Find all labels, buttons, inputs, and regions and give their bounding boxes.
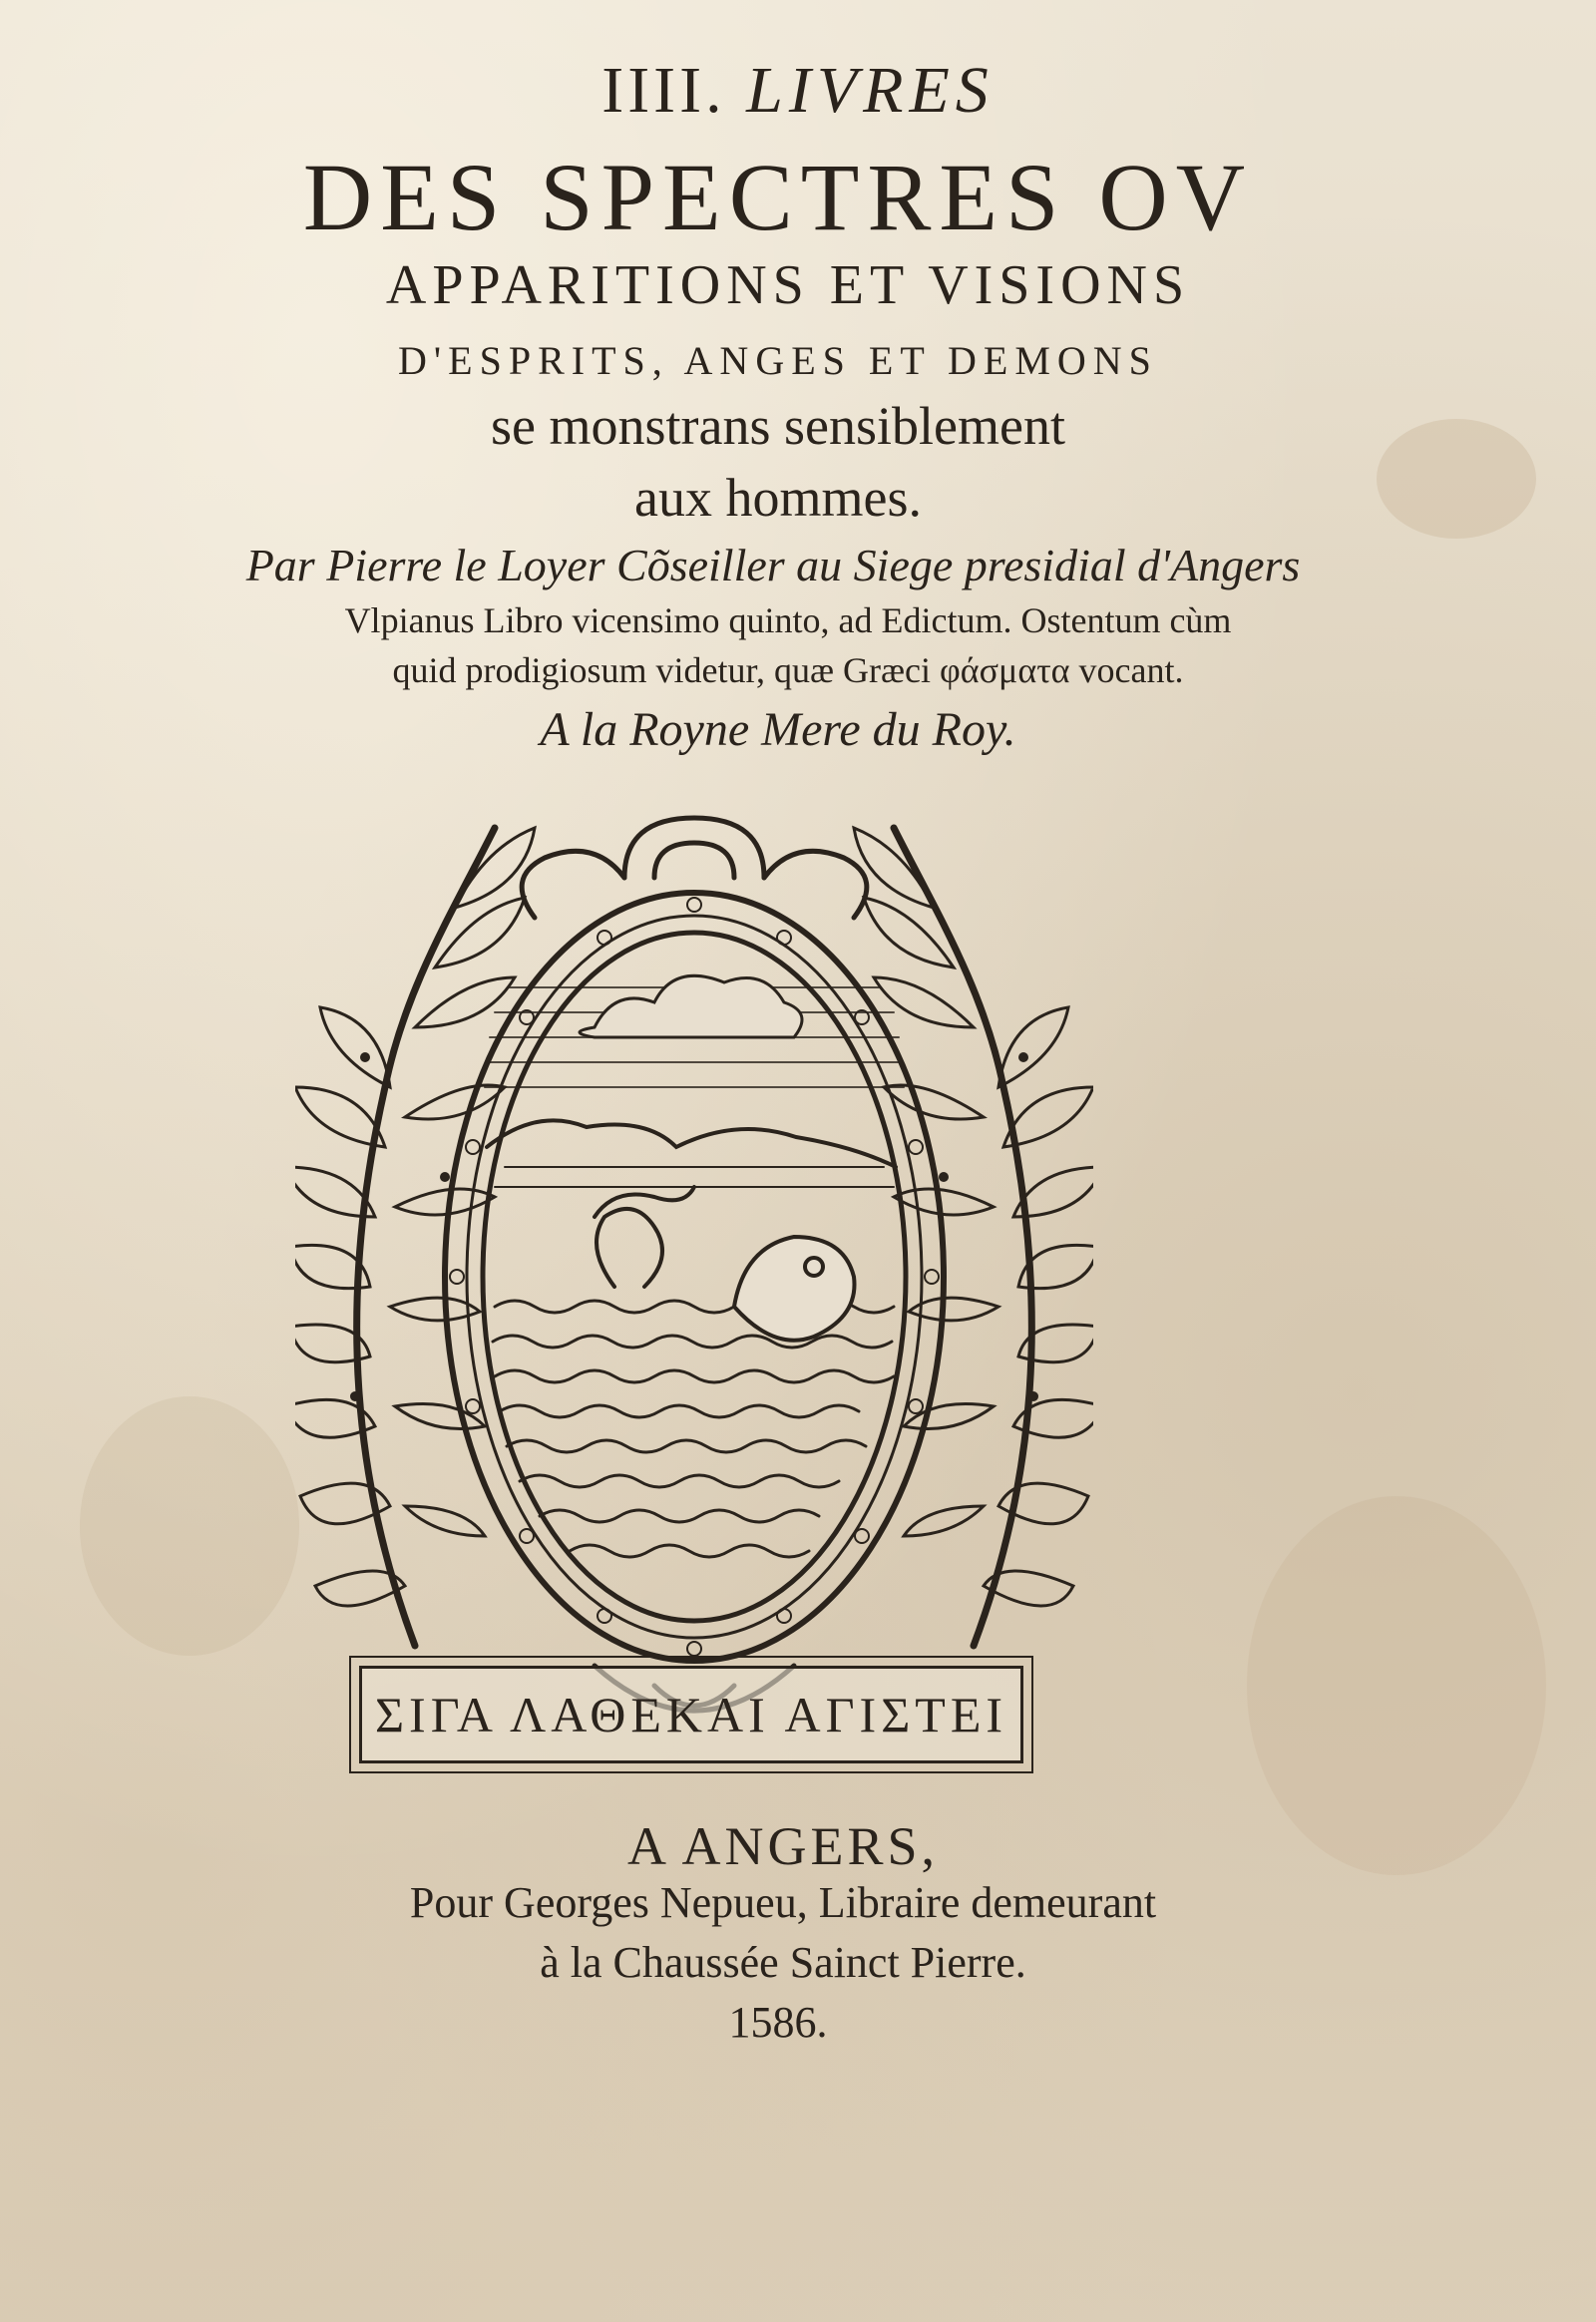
waves	[493, 1301, 894, 1557]
main-title: DES SPECTRES OV	[302, 144, 1254, 250]
paper-stain	[80, 1396, 299, 1656]
mountains	[487, 1120, 896, 1167]
book-count-heading	[0, 54, 1596, 127]
subtitle-line-4: aux hommes.	[634, 468, 922, 528]
subtitle-line-2: D'ESPRITS, ANGES ET DEMONS	[398, 338, 1158, 383]
imprint-publisher-line-2: à la Chaussée Sainct Pierre.	[540, 1938, 1026, 1987]
head-numeral: IIII.	[601, 54, 726, 127]
cloud	[580, 975, 802, 1037]
epigraph-line-1: Vlpianus Libro vicensimo quinto, ad Edictum. Ostentum cùm	[344, 600, 1232, 640]
woodcut-motto: ΣΙΓΑ ΛΑΘΕΚΑΙ ΑΓΙΣΤΕΙ	[374, 1687, 1008, 1742]
right-laurel-branch	[854, 828, 1093, 1646]
dedication: A la Royne Mere du Roy.	[540, 703, 1016, 756]
sea-creature	[595, 1187, 855, 1341]
sea-scene	[485, 975, 904, 1557]
imprint-year: 1586.	[728, 1998, 828, 2047]
imprint-place: A ANGERS,	[626, 1816, 940, 1876]
head-word: LIVRES	[746, 54, 995, 127]
paper-stain	[1247, 1496, 1546, 1875]
woodcut-motto-box	[359, 1666, 1023, 1763]
epigraph-line-2: quid prodigiosum videtur, quæ Græci φάσματα vocant.	[392, 650, 1184, 690]
subtitle-line-3: se monstrans sensiblement	[491, 396, 1065, 456]
author-line: Par Pierre le Loyer Cõseiller au Siege presidial d'Angers	[245, 540, 1301, 590]
subtitle-line-1: APPARITIONS ET VISIONS	[385, 254, 1191, 316]
imprint-publisher-line-1: Pour Georges Nepueu, Libraire demeurant	[409, 1878, 1157, 1927]
left-laurel-branch	[295, 828, 535, 1646]
printers-device-woodcut	[295, 788, 1093, 1805]
